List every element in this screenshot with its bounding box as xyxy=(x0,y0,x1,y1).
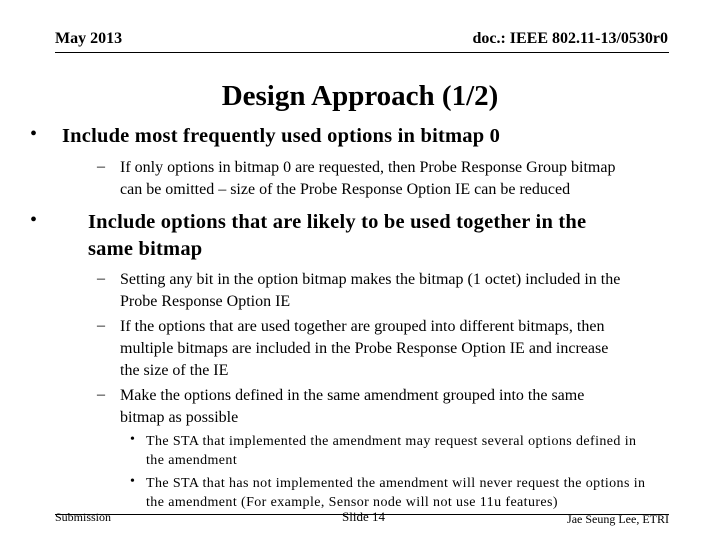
bullet-2-sub-2-line-3: the size of the IE xyxy=(120,362,229,379)
bullet-1-text: Include most frequently used options in bitmap 0 xyxy=(62,125,501,147)
footer-submission: Submission xyxy=(55,510,112,524)
footer-author: Jae Seung Lee, ETRI xyxy=(567,512,669,526)
header-rule xyxy=(55,52,669,53)
bullet-2-sub-1-line-2: Probe Response Option IE xyxy=(120,293,291,310)
dash-icon: – xyxy=(97,317,105,334)
header-date: May 2013 xyxy=(55,30,123,47)
bullet-icon: • xyxy=(30,209,38,231)
bullet-2-text-line-1: Include options that are likely to be used together in the xyxy=(88,211,587,233)
bullet-2-sub-3-sub-2-line-2: the amendment (For example, Sensor node will not use 11u features) xyxy=(146,495,558,510)
bullet-1-sub-1-line-1: If only options in bitmap 0 are requested, then Probe Response Group bitmap xyxy=(120,159,616,176)
header-doc-id: doc.: IEEE 802.11-13/0530r0 xyxy=(472,30,668,47)
slide-title: Design Approach (1/2) xyxy=(221,80,499,112)
dash-icon: – xyxy=(97,386,105,403)
bullet-2-sub-2-line-1: If the options that are used together are grouped into different bitmaps, then xyxy=(120,318,605,335)
bullet-1-sub-1-line-2: can be omitted – size of the Probe Response Option IE can be reduced xyxy=(120,181,571,198)
bullet-2-sub-3-sub-1-line-1: The STA that implemented the amendment may request several options defined in xyxy=(146,434,637,449)
bullet-2-sub-3-line-1: Make the options defined in the same amendment grouped into the same xyxy=(120,387,585,404)
bullet-2-sub-3-line-2: bitmap as possible xyxy=(120,409,239,426)
bullet-2-text-line-2: same bitmap xyxy=(88,238,203,260)
bullet-icon: • xyxy=(130,432,135,447)
bullet-icon: • xyxy=(130,474,135,489)
bullet-icon: • xyxy=(30,123,38,145)
bullet-2-sub-3-sub-2-line-1: The STA that has not implemented the amendment will never request the options in xyxy=(146,476,646,491)
dash-icon: – xyxy=(97,270,105,287)
footer-slide-number: Slide 14 xyxy=(342,509,385,524)
bullet-2-sub-2-line-2: multiple bitmaps are included in the Probe Response Option IE and increase xyxy=(120,340,609,357)
bullet-2-sub-1-line-1: Setting any bit in the option bitmap makes the bitmap (1 octet) included in the xyxy=(120,271,621,288)
dash-icon: – xyxy=(97,158,105,175)
bullet-2-sub-3-sub-1-line-2: the amendment xyxy=(146,453,238,468)
